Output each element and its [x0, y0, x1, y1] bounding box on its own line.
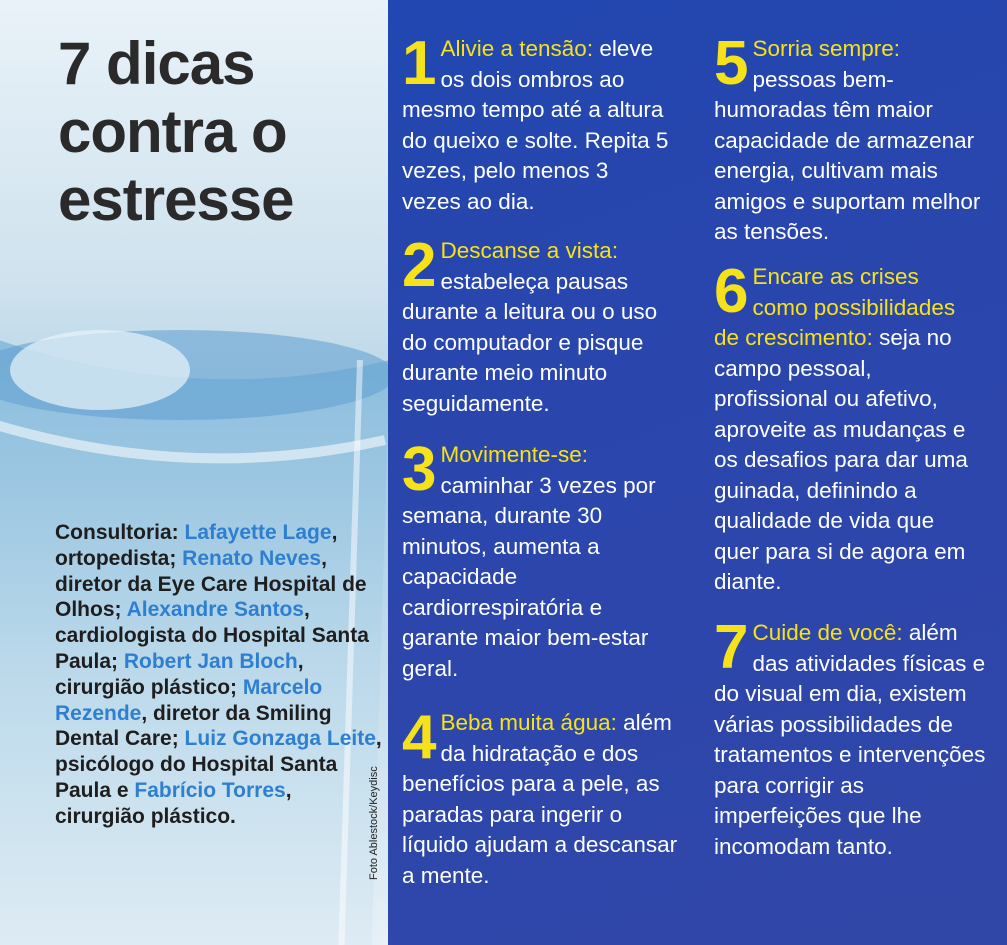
tip-text: pessoas bem-humoradas têm maior capacidade de armazenar energia, cultivam mais amigos e suportam melhor as tensões.	[714, 66, 981, 244]
tip-heading: Beba muita água:	[440, 710, 617, 735]
tip-heading: Encare as crises como possibilidades de crescimento:	[714, 264, 956, 350]
title-line: 7 dicas	[58, 30, 255, 97]
tip-text: eleve os dois ombros ao mesmo tempo até a altura do queixo e solte. Repita 5 vezes, pelo menos 3 vezes ao dia.	[402, 36, 669, 214]
tip-7	[714, 613, 989, 862]
credit-name: Marcelo Rezende	[55, 675, 323, 725]
credit-name: Luiz Gonzaga Leite	[184, 727, 376, 751]
tips-panel	[388, 0, 1007, 945]
tip-text: seja no campo pessoal, profissional ou afetivo, aproveite as mudanças e os desafios para dar uma guinada, definindo a qualidade de vida que quer para si de agora em diante.	[714, 325, 968, 594]
tip-heading: Alivie a tensão:	[440, 36, 594, 61]
page-title	[58, 30, 294, 234]
credit-name: Fabrício Torres	[134, 778, 286, 802]
title-line: contra o	[58, 98, 287, 165]
credit-text: , cirurgião plástico;	[55, 649, 304, 699]
tip-4	[402, 703, 682, 891]
tip-text: além da hidratação e dos benefícios para a pele, as paradas para ingerir o líquido ajudam a descansar a mente.	[402, 710, 678, 888]
tip-text: além das atividades físicas e do visual em dia, existem várias possibilidades de tratamentos e intervenções para corrigir as imperfeições que lhe incomodam tanto.	[714, 620, 986, 859]
tip-number: 2	[402, 231, 437, 300]
credit-text: , cirurgião plástico.	[55, 778, 292, 828]
credit-name: Renato Neves	[182, 546, 322, 570]
tip-heading: Movimente-se:	[440, 442, 589, 467]
credit-name: Robert Jan Bloch	[123, 649, 298, 673]
tip-heading: Sorria sempre:	[752, 36, 901, 61]
tip-text: estabeleça pausas durante a leitura ou o uso do computador e pisque durante meio minuto seguidamente.	[402, 268, 658, 416]
tip-1	[402, 29, 672, 217]
credit-text: , diretor da Eye Care Hospital de Olhos;	[55, 546, 367, 622]
tip-number: 6	[714, 257, 749, 326]
tip-heading: Cuide de você:	[752, 620, 903, 645]
credit-text: , psicólogo do Hospital Santa Paula e	[55, 727, 382, 802]
left-panel	[0, 0, 388, 945]
tip-number: 7	[714, 613, 749, 682]
tip-number: 5	[714, 29, 749, 98]
tip-number: 1	[402, 29, 437, 98]
photo-credit: Foto Ablestock/Keydisc	[368, 766, 380, 880]
tip-heading: Descanse a vista:	[440, 238, 619, 263]
credit-text: , cardiologista do Hospital Santa Paula;	[55, 598, 369, 673]
consultancy-credits	[55, 520, 385, 830]
credit-text: Consultoria:	[55, 521, 185, 544]
tip-number: 3	[402, 435, 437, 504]
tip-5	[714, 29, 986, 248]
credit-text: , diretor da Smiling Dental Care;	[55, 701, 332, 751]
tip-2	[402, 231, 677, 419]
tip-text: caminhar 3 vezes por semana, durante 30 minutos, aumenta a capacidade cardiorrespiratória e garante maior bem-estar geral.	[402, 472, 656, 681]
tip-number: 4	[402, 703, 437, 772]
title-line: estresse	[58, 166, 294, 233]
credit-name: Lafayette Lage	[184, 521, 332, 544]
credit-text: , ortopedista;	[55, 521, 338, 570]
tip-3	[402, 435, 672, 684]
tip-6	[714, 257, 976, 598]
credit-name: Alexandre Santos	[126, 598, 304, 622]
